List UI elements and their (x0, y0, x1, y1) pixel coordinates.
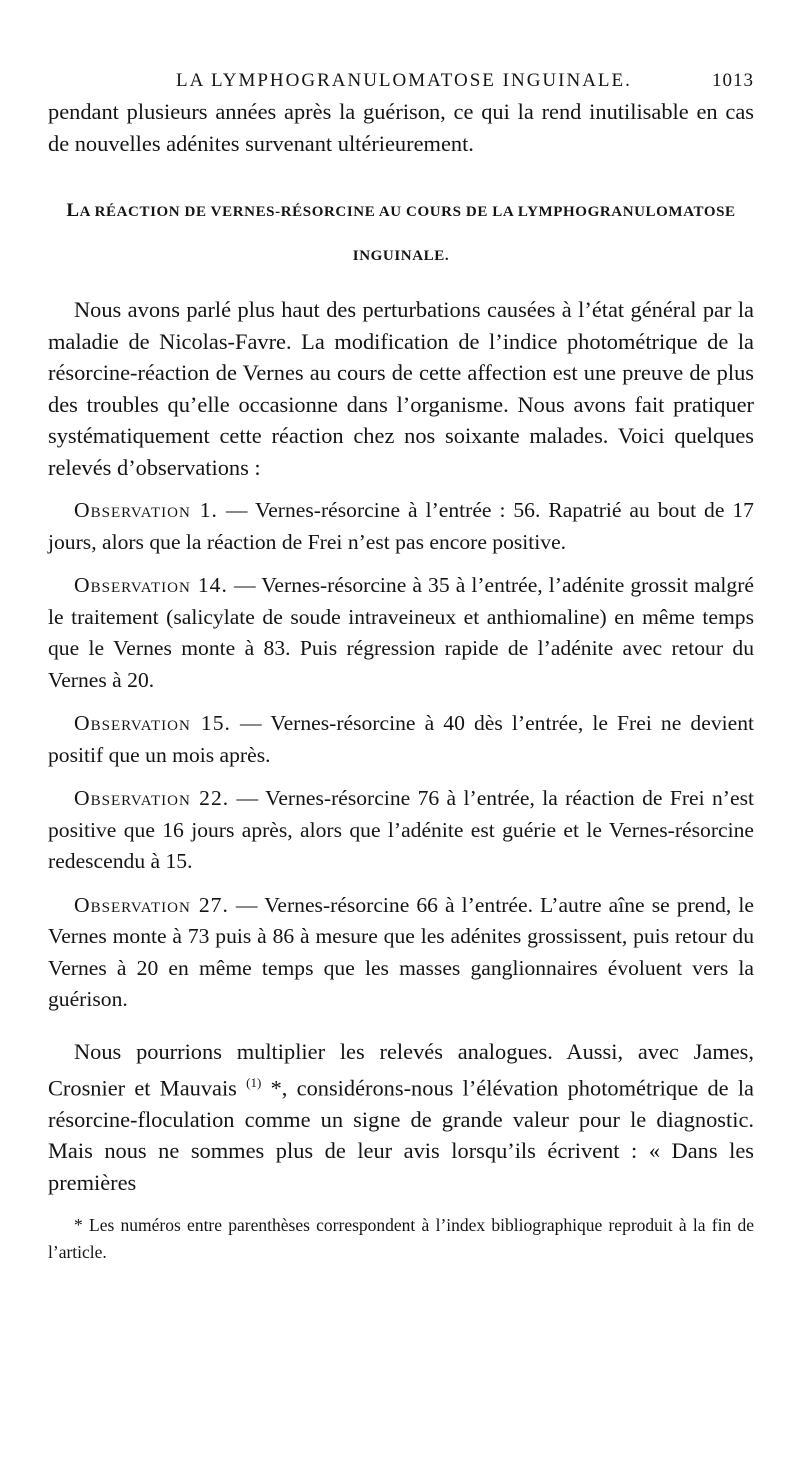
running-head-title: LA LYMPHOGRANULOMATOSE INGUINALE. (176, 70, 632, 91)
section-title (48, 189, 754, 278)
paragraph-2-continued: *, considérons-nous l’élévation photométrique de la résorcine-floculation comme un signe de grande valeur pour le diagnostic. Mais nous ne sommes plus de leur avis lorsqu’ils écrivent : « Dans les premières (48, 1075, 754, 1195)
observation-text: — Vernes-résorcine 76 à l’entrée, la réaction de Frei n’est positive que 16 jours après, alors que l’adénite est guérie et le Vernes-résorcine redescendu à 15. (48, 786, 754, 873)
paragraph-1: Nous avons parlé plus haut des perturbations causées à l’état général par la maladie de Nicolas-Favre. La modification de l’indice photométrique de la résorcine-réaction de Vernes au cours de cette affection est une preuve de plus des troubles qu’elle occasionne dans l’organisme. Nous avons fait pratiquer systématiquement cette réaction chez nos soixante malades. Voici quelques relevés d’observations : (48, 297, 754, 480)
observation-text: — Vernes-résorcine à l’entrée : 56. Rapatrié au bout de 17 jours, alors que la réaction de Frei n’est pas encore positive. (48, 498, 754, 554)
paragraph-2-text: Nous pourrions multiplier les relevés analogues. Aussi, avec James, Crosnier et Mauvais (48, 1038, 754, 1101)
observation (48, 570, 754, 696)
observation-label: Observation 27. (74, 892, 229, 917)
observation-text: — Vernes-résorcine à 40 dès l’entrée, le Frei ne devient positif que un mois après. (48, 711, 754, 767)
footnote: * Les numéros entre parenthèses correspondent à l’index bibliographique reproduit à la fin de l’article. (48, 1215, 754, 1263)
intro-paragraph: pendant plusieurs années après la guérison, ce qui la rend inutilisable en cas de nouvelles adénites survenant ultérieurement. (48, 99, 754, 156)
section-title-text: A RÉACTION DE VERNES-RÉSORCINE AU COURS DE LA LYMPHOGRANULOMATOSE INGUINALE. (79, 204, 736, 264)
observation-text: — Vernes-résorcine à 35 à l’entrée, l’adénite grossit malgré le traitement (salicylate de soude intraveineux et anthiomaline) en même temps que le Vernes monte à 83. Puis régression rapide de l’adénite avec retour du Vernes à 20. (48, 573, 754, 692)
observation-text: — Vernes-résorcine 66 à l’entrée. L’autre aîne se prend, le Vernes monte à 73 puis à 86 à mesure que les adénites grossissent, puis retour du Vernes à 20 en même temps que les masses ganglionnaires évoluent vers la guérison. (48, 892, 754, 1011)
observation (48, 495, 754, 558)
observation (48, 708, 754, 771)
running-head (48, 62, 754, 96)
observation (48, 783, 754, 878)
observation-label: Observation 14. (74, 573, 228, 597)
page (48, 62, 754, 1284)
section-title-initial: L (66, 200, 80, 221)
page-number: 1013 (712, 70, 754, 91)
observation (48, 890, 754, 1016)
footnote-reference: (1) (246, 1075, 262, 1090)
observation-label: Observation 15. (74, 711, 231, 735)
observation-label: Observation 22. (74, 786, 230, 810)
paragraph-2 (48, 1036, 754, 1199)
observation-label: Observation 1. (74, 498, 218, 522)
